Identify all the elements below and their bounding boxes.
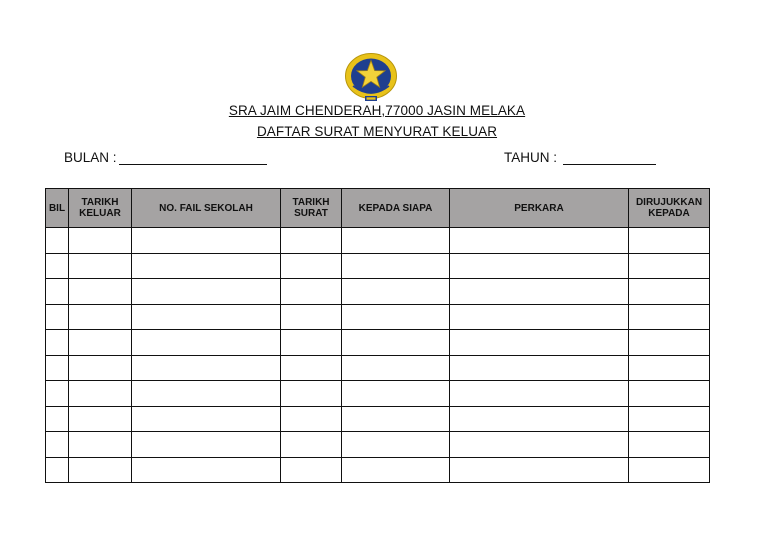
table-row (46, 279, 710, 305)
table-cell[interactable] (629, 279, 710, 305)
column-header-bil: BIL (46, 189, 69, 228)
table-cell[interactable] (132, 330, 281, 356)
table-cell[interactable] (132, 279, 281, 305)
table-cell[interactable] (629, 355, 710, 381)
bulan-label: BULAN : (64, 150, 117, 165)
table-cell[interactable] (281, 330, 342, 356)
bulan-blank-line[interactable] (119, 150, 267, 165)
table-cell[interactable] (46, 228, 69, 254)
table-cell[interactable] (69, 406, 132, 432)
table-cell[interactable] (69, 253, 132, 279)
bulan-field (64, 150, 267, 165)
table-cell[interactable] (342, 355, 450, 381)
table-body (46, 228, 710, 483)
column-header-tarikh-keluar: TARIKH KELUAR (69, 189, 132, 228)
table-cell[interactable] (46, 330, 69, 356)
table-row (46, 253, 710, 279)
table-cell[interactable] (281, 279, 342, 305)
table-cell[interactable] (69, 432, 132, 458)
table-cell[interactable] (46, 279, 69, 305)
table-cell[interactable] (132, 355, 281, 381)
table-cell[interactable] (132, 304, 281, 330)
table-cell[interactable] (281, 381, 342, 407)
table-cell[interactable] (450, 355, 629, 381)
table-cell[interactable] (629, 253, 710, 279)
table-cell[interactable] (629, 457, 710, 483)
table-cell[interactable] (342, 406, 450, 432)
school-crest-logo (343, 52, 399, 104)
school-name: SRA JAIM CHENDERAH,77000 JASIN MELAKA (228, 103, 526, 118)
table-cell[interactable] (629, 304, 710, 330)
table-cell[interactable] (281, 432, 342, 458)
table-cell[interactable] (629, 381, 710, 407)
table-cell[interactable] (342, 228, 450, 254)
table-cell[interactable] (69, 228, 132, 254)
table-cell[interactable] (46, 406, 69, 432)
table-cell[interactable] (46, 304, 69, 330)
table-cell[interactable] (69, 457, 132, 483)
table-cell[interactable] (342, 279, 450, 305)
table-cell[interactable] (69, 304, 132, 330)
table-cell[interactable] (342, 304, 450, 330)
table-cell[interactable] (132, 406, 281, 432)
tahun-field (504, 150, 656, 165)
table-cell[interactable] (69, 355, 132, 381)
table-cell[interactable] (629, 406, 710, 432)
table-cell[interactable] (132, 381, 281, 407)
table-cell[interactable] (46, 355, 69, 381)
table-cell[interactable] (69, 381, 132, 407)
tahun-label: TAHUN : (504, 150, 557, 165)
document-title: DAFTAR SURAT MENYURAT KELUAR (256, 124, 498, 139)
table-cell[interactable] (132, 432, 281, 458)
table-row (46, 406, 710, 432)
table-cell[interactable] (281, 355, 342, 381)
table-cell[interactable] (342, 432, 450, 458)
table-cell[interactable] (450, 330, 629, 356)
column-header-kepada-siapa: KEPADA SIAPA (342, 189, 450, 228)
table-cell[interactable] (46, 432, 69, 458)
table-cell[interactable] (46, 253, 69, 279)
table-cell[interactable] (46, 381, 69, 407)
table-row (46, 304, 710, 330)
table-cell[interactable] (629, 228, 710, 254)
table-cell[interactable] (281, 228, 342, 254)
column-header-perkara: PERKARA (450, 189, 629, 228)
table-cell[interactable] (450, 432, 629, 458)
table-cell[interactable] (450, 253, 629, 279)
table-row (46, 330, 710, 356)
table-cell[interactable] (629, 330, 710, 356)
table-cell[interactable] (629, 432, 710, 458)
table-cell[interactable] (281, 304, 342, 330)
tahun-blank-line[interactable] (563, 150, 656, 165)
table-cell[interactable] (450, 457, 629, 483)
table-cell[interactable] (450, 406, 629, 432)
table-cell[interactable] (132, 228, 281, 254)
table-cell[interactable] (342, 457, 450, 483)
outgoing-letters-register-table (45, 188, 710, 483)
table-header-row (46, 189, 710, 228)
table-cell[interactable] (450, 228, 629, 254)
table-row (46, 457, 710, 483)
table-cell[interactable] (450, 279, 629, 305)
table-row (46, 432, 710, 458)
table-cell[interactable] (281, 457, 342, 483)
table-cell[interactable] (342, 330, 450, 356)
table-cell[interactable] (46, 457, 69, 483)
table-cell[interactable] (450, 381, 629, 407)
table-cell[interactable] (69, 279, 132, 305)
table-cell[interactable] (69, 330, 132, 356)
column-header-tarikh-surat: TARIKH SURAT (281, 189, 342, 228)
table-cell[interactable] (342, 381, 450, 407)
table-cell[interactable] (281, 406, 342, 432)
table-row (46, 381, 710, 407)
column-header-no-fail-sekolah: NO. FAIL SEKOLAH (132, 189, 281, 228)
table-cell[interactable] (450, 304, 629, 330)
table-row (46, 355, 710, 381)
table-cell[interactable] (132, 457, 281, 483)
table-row (46, 228, 710, 254)
table-cell[interactable] (342, 253, 450, 279)
column-header-dirujukkan-kepada: DIRUJUKKAN KEPADA (629, 189, 710, 228)
table-cell[interactable] (281, 253, 342, 279)
table-cell[interactable] (132, 253, 281, 279)
